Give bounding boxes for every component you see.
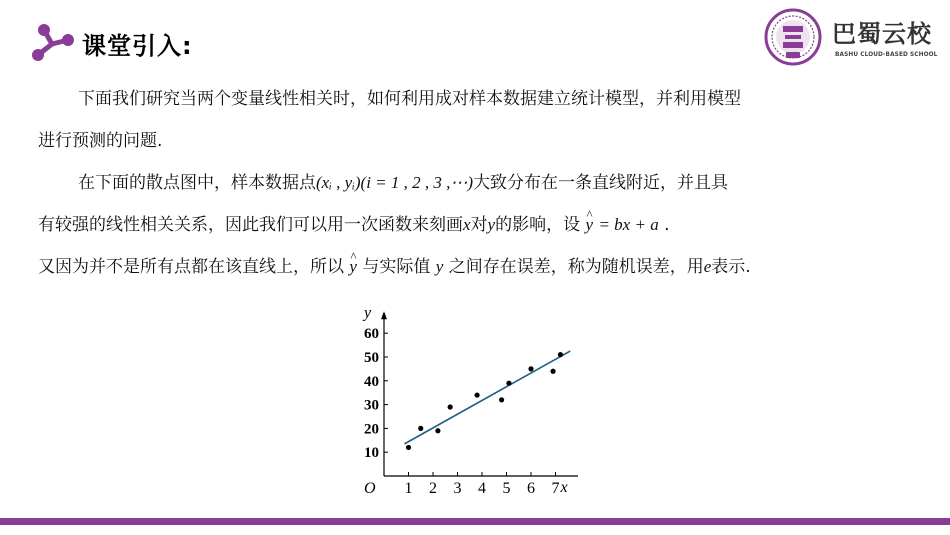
paragraph-3 [38, 256, 751, 278]
text-fragment: 与实际值 [362, 257, 431, 277]
data-point [558, 352, 563, 357]
chart-marks [405, 351, 571, 450]
y-tick-label: 10 [364, 445, 379, 462]
y-hat-symbol: ^ y [349, 256, 357, 278]
variable-y: y [435, 257, 444, 276]
text-fragment: 之间存在误差，称为随机误差，用 [448, 257, 704, 277]
x-tick-label: 2 [429, 480, 437, 496]
x-tick-label: 1 [404, 480, 413, 496]
x-tick-label: 6 [527, 480, 535, 496]
text-fragment: 有较强的线性相关关系，因此我们可以用一次函数来刻画 [38, 215, 463, 235]
data-point [435, 428, 440, 433]
data-point [499, 397, 504, 402]
sample-points-formula: (xᵢ , yᵢ)(i = 1 , 2 , 3 ,⋯) [316, 173, 474, 192]
text-fragment: . [664, 215, 670, 235]
school-name-en: BASHU CLOUD-BASED SCHOOL [835, 52, 938, 58]
connector-nodes-icon [30, 22, 76, 62]
text-fragment: 的影响，设 [495, 215, 581, 235]
text-fragment: 表示. [711, 257, 751, 277]
data-point [528, 366, 533, 371]
y-axis-arrow [381, 311, 387, 319]
text-fragment: 在下面的散点图中，样本数据点 [78, 173, 316, 193]
x-axis-label: x [560, 479, 568, 496]
origin-label: O [364, 480, 376, 496]
variable-e: e [703, 257, 712, 276]
text-fragment: 对 [470, 215, 488, 235]
school-name-cn: 巴蜀云校 [832, 19, 932, 48]
scatter-plot [338, 296, 578, 496]
variable-y: y [487, 215, 496, 234]
y-tick-label: 30 [364, 397, 379, 414]
regression-equation: = bx + a [598, 215, 659, 234]
x-tick-label: 3 [453, 480, 462, 496]
x-tick-label: 4 [478, 480, 486, 496]
x-tick-label: 5 [502, 480, 511, 496]
x-tick-label: 7 [551, 480, 560, 496]
paragraph-1-line-1: 下面我们研究当两个变量线性相关时，如何利用成对样本数据建立统计模型，并利用模型 [78, 89, 741, 109]
school-seal-logo [764, 8, 822, 66]
data-point [418, 426, 423, 431]
data-point [475, 392, 480, 397]
text-fragment: 大致分布在一条直线附近，并且具 [473, 173, 729, 193]
slide-title: 课堂引入: [82, 32, 193, 60]
slide-header [0, 0, 950, 80]
paragraph-2-line-1 [78, 172, 728, 194]
y-tick-label: 20 [364, 421, 379, 438]
regression-line [405, 351, 571, 444]
data-point [550, 369, 555, 374]
y-tick-label: 60 [364, 326, 379, 343]
y-axis-label: y [364, 304, 372, 322]
data-point [406, 445, 411, 450]
y-hat-symbol: ^ y [586, 214, 594, 236]
chart-axes [362, 304, 578, 496]
footer-accent-bar [0, 518, 950, 525]
y-tick-label: 50 [364, 350, 379, 366]
paragraph-2-line-2 [38, 214, 670, 236]
data-point [448, 404, 453, 409]
text-fragment: 又因为并不是所有点都在该直线上，所以 [38, 257, 344, 277]
y-tick-label: 40 [364, 373, 379, 390]
paragraph-1-line-2: 进行预测的问题. [38, 131, 163, 151]
data-point [506, 381, 511, 386]
variable-x: x [463, 215, 471, 234]
